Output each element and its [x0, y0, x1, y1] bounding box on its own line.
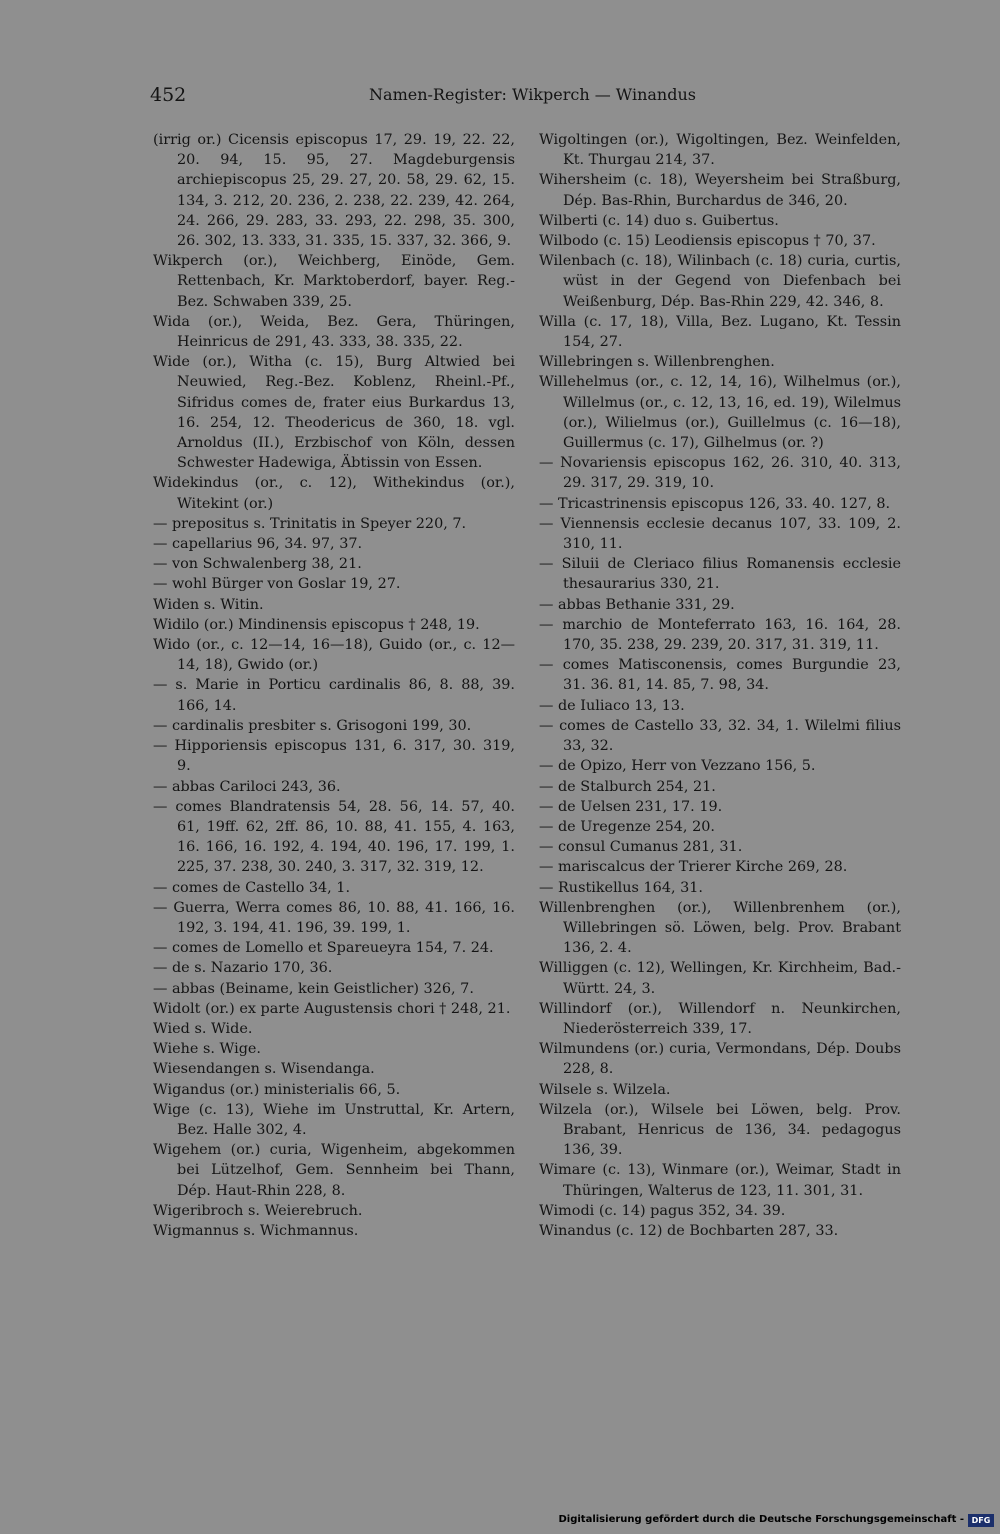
index-entry: Widekindus (or., c. 12), Withekindus (or.), Witekint (or.) — [153, 475, 515, 512]
index-entry: Wihersheim (c. 18), Weyersheim bei Straßburg, Dép. Bas-Rhin, Burchardus de 346, 20. — [539, 172, 901, 209]
dfg-logo: DFG — [968, 1514, 994, 1527]
index-entry: — mariscalcus der Trierer Kirche 269, 28. — [539, 859, 848, 876]
index-entry: — abbas Bethanie 331, 29. — [539, 596, 735, 613]
index-entry: Widolt (or.) ex parte Augustensis chori † 248, 21. — [153, 1000, 511, 1017]
index-entry: Wigehem (or.) curia, Wigenheim, abgekommen bei Lützelhof, Gem. Sennheim bei Thann, Dép. Haut-Rhin 228, 8. — [153, 1142, 515, 1199]
index-entry: — capellarius 96, 34. 97, 37. — [153, 536, 363, 553]
index-entry: Widen s. Witin. — [153, 596, 264, 613]
index-entry: Wigandus (or.) ministerialis 66, 5. — [153, 1081, 401, 1098]
index-entry: Wige (c. 13), Wiehe im Unstruttal, Kr. Artern, Bez. Halle 302, 4. — [153, 1101, 515, 1138]
index-entry: Wilsele s. Wilzela. — [539, 1081, 671, 1098]
index-entry: Willindorf (or.), Willendorf n. Neunkirchen, Niederösterreich 339, 17. — [539, 1000, 901, 1037]
index-entry: Wigeribroch s. Weierebruch. — [153, 1202, 363, 1219]
index-entry: (irrig or.) Cicensis episcopus 17, 29. 19, 22. 22, 20. 94, 15. 95, 27. Magdeburgensis archiepiscopus 25, 29. 27, 20. 58, 29. 62, 15. 134, 3. 212, 20. 236, 2. 238, 22. 239, 42. 264, 24. 266, 29. 283, 33. 293, 22. 298, 35. 300, 26. 302, 13. 333, 31. 335, 15. 337, 32. 366, 9. — [153, 132, 515, 250]
index-entry: — consul Cumanus 281, 31. — [539, 839, 743, 856]
index-entry: — cardinalis presbiter s. Grisogoni 199, 30. — [153, 717, 472, 734]
index-entry: — Siluii de Cleriaco filius Romanensis ecclesie thesaurarius 330, 21. — [539, 556, 901, 593]
index-entry: Wido (or., c. 12—14, 16—18), Guido (or., c. 12—14, 18), Gwido (or.) — [153, 637, 515, 674]
index-entry: — de Opizo, Herr von Vezzano 156, 5. — [539, 758, 816, 775]
index-entry: Wiehe s. Wige. — [153, 1041, 261, 1058]
index-entry: — s. Marie in Porticu cardinalis 86, 8. 88, 39. 166, 14. — [153, 677, 515, 714]
index-entry: — comes de Lomello et Spareueyra 154, 7. 24. — [153, 940, 494, 957]
left-column — [153, 130, 515, 1241]
index-entry: Wimare (c. 13), Winmare (or.), Weimar, Stadt in Thüringen, Walterus de 123, 11. 301, 31. — [539, 1162, 901, 1199]
index-entry: Wide (or.), Witha (c. 15), Burg Altwied bei Neuwied, Reg.-Bez. Koblenz, Rheinl.-Pf., Sifridus comes de, frater eius Burkardus 13, 16. 254, 12. Theodericus de 360, 18. vgl. Arnoldus (II.), Erzbischof von Köln, dessen Schwester Hadewiga, Äbtissin von Essen. — [153, 354, 515, 472]
index-entry: Wigmannus s. Wichmannus. — [153, 1222, 359, 1239]
index-entry: Wikperch (or.), Weichberg, Einöde, Gem. Rettenbach, Kr. Marktoberdorf, bayer. Reg.-Bez. Schwaben 339, 25. — [153, 253, 515, 310]
index-entry: — de Uregenze 254, 20. — [539, 818, 715, 835]
index-entry: — de Stalburch 254, 21. — [539, 778, 716, 795]
index-entry: — de s. Nazario 170, 36. — [153, 960, 333, 977]
index-entry: — comes de Castello 33, 32. 34, 1. Wilelmi filius 33, 32. — [539, 717, 901, 755]
footer-credit: Digitalisierung gefördert durch die Deutsche Forschungsgemeinschaft - — [558, 1514, 964, 1525]
index-entry: Winandus (c. 12) de Bochbarten 287, 33. — [539, 1222, 839, 1239]
index-entry: Willehelmus (or., c. 12, 14, 16), Wilhelmus (or.), Willelmus (or., c. 12, 13, 16, ed. 19), Wilelmus (or.), Wilielmus (or.), Guillelmus (c. 16—18), Guillermus (c. 17), Gilhelmus (or. ?) — [539, 374, 901, 452]
index-entry: — de Iuliaco 13, 13. — [539, 697, 685, 714]
index-entry: — Rustikellus 164, 31. — [539, 879, 704, 896]
index-entry: Willebringen s. Willenbrenghen. — [539, 354, 775, 371]
index-entry: — comes de Castello 34, 1. — [153, 879, 351, 896]
page-header — [150, 84, 696, 110]
index-entry: — prepositus s. Trinitatis in Speyer 220, 7. — [153, 515, 467, 532]
index-entry: Wied s. Wide. — [153, 1020, 253, 1037]
index-entry: — wohl Bürger von Goslar 19, 27. — [153, 576, 401, 593]
index-entry: Wilmundens (or.) curia, Vermondans, Dép. Doubs 228, 8. — [539, 1041, 901, 1078]
index-entry: Wilberti (c. 14) duo s. Guibertus. — [539, 212, 779, 229]
index-entry: — Viennensis ecclesie decanus 107, 33. 109, 2. 310, 11. — [539, 515, 901, 553]
index-entry: Wiesendangen s. Wisendanga. — [153, 1061, 375, 1078]
index-entry: — marchio de Monteferrato 163, 16. 164, 28. 170, 35. 238, 29. 239, 20. 317, 31. 319, 11. — [539, 616, 901, 654]
index-entry: Widilo (or.) Mindinensis episcopus † 248, 19. — [153, 616, 480, 633]
index-entry: Wilzela (or.), Wilsele bei Löwen, belg. Prov. Brabant, Henricus de 136, 34. pedagogus 136, 39. — [539, 1101, 901, 1159]
index-entry: Wimodi (c. 14) pagus 352, 34. 39. — [539, 1202, 786, 1219]
index-entry: Willenbrenghen (or.), Willenbrenhem (or.), Willebringen sö. Löwen, belg. Prov. Brabant 136, 2. 4. — [539, 899, 901, 957]
index-entry: — abbas (Beiname, kein Geistlicher) 326, 7. — [153, 980, 474, 997]
index-entry: — de Uelsen 231, 17. 19. — [539, 798, 723, 815]
footer — [0, 1500, 1000, 1534]
index-entry: — comes Blandratensis 54, 28. 56, 14. 57, 40. 61, 19ff. 62, 2ff. 86, 10. 88, 41. 155, 4. 163, 16. 166, 16. 192, 4. 194, 40. 196, 17. 199, 1. 225, 37. 238, 30. 240, 3. 317, 32. 319, 12. — [153, 798, 515, 876]
index-entry: Williggen (c. 12), Wellingen, Kr. Kirchheim, Bad.-Württ. 24, 3. — [539, 960, 901, 997]
right-column — [539, 130, 901, 1241]
index-entry: Wigoltingen (or.), Wigoltingen, Bez. Weinfelden, Kt. Thurgau 214, 37. — [539, 132, 901, 169]
index-entry: — Hipporiensis episcopus 131, 6. 317, 30. 319, 9. — [153, 738, 515, 775]
index-entry: — Tricastrinensis episcopus 126, 33. 40. 127, 8. — [539, 495, 891, 512]
index-entry: Wilbodo (c. 15) Leodiensis episcopus † 70, 37. — [539, 233, 876, 250]
index-entry: — comes Matisconensis, comes Burgundie 23, 31. 36. 81, 14. 85, 7. 98, 34. — [539, 657, 901, 694]
index-entry: Wilenbach (c. 18), Wilinbach (c. 18) curia, curtis, wüst in der Gegend von Diefenbach bei Weißenburg, Dép. Bas-Rhin 229, 42. 346, 8. — [539, 253, 901, 310]
index-entry: — von Schwalenberg 38, 21. — [153, 556, 362, 573]
running-title: Namen-Register: Wikperch — Winandus — [369, 85, 696, 104]
index-entry: Wida (or.), Weida, Bez. Gera, Thüringen, Heinricus de 291, 43. 333, 38. 335, 22. — [153, 313, 515, 351]
index-entry: — Guerra, Werra comes 86, 10. 88, 41. 166, 16. 192, 3. 194, 41. 196, 39. 199, 1. — [153, 899, 515, 936]
index-entry: — abbas Cariloci 243, 36. — [153, 778, 341, 795]
index-entry: — Novariensis episcopus 162, 26. 310, 40. 313, 29. 317, 29. 319, 10. — [539, 455, 901, 492]
index-entry: Willa (c. 17, 18), Villa, Bez. Lugano, Kt. Tessin 154, 27. — [539, 313, 901, 351]
page-number: 452 — [150, 84, 187, 106]
